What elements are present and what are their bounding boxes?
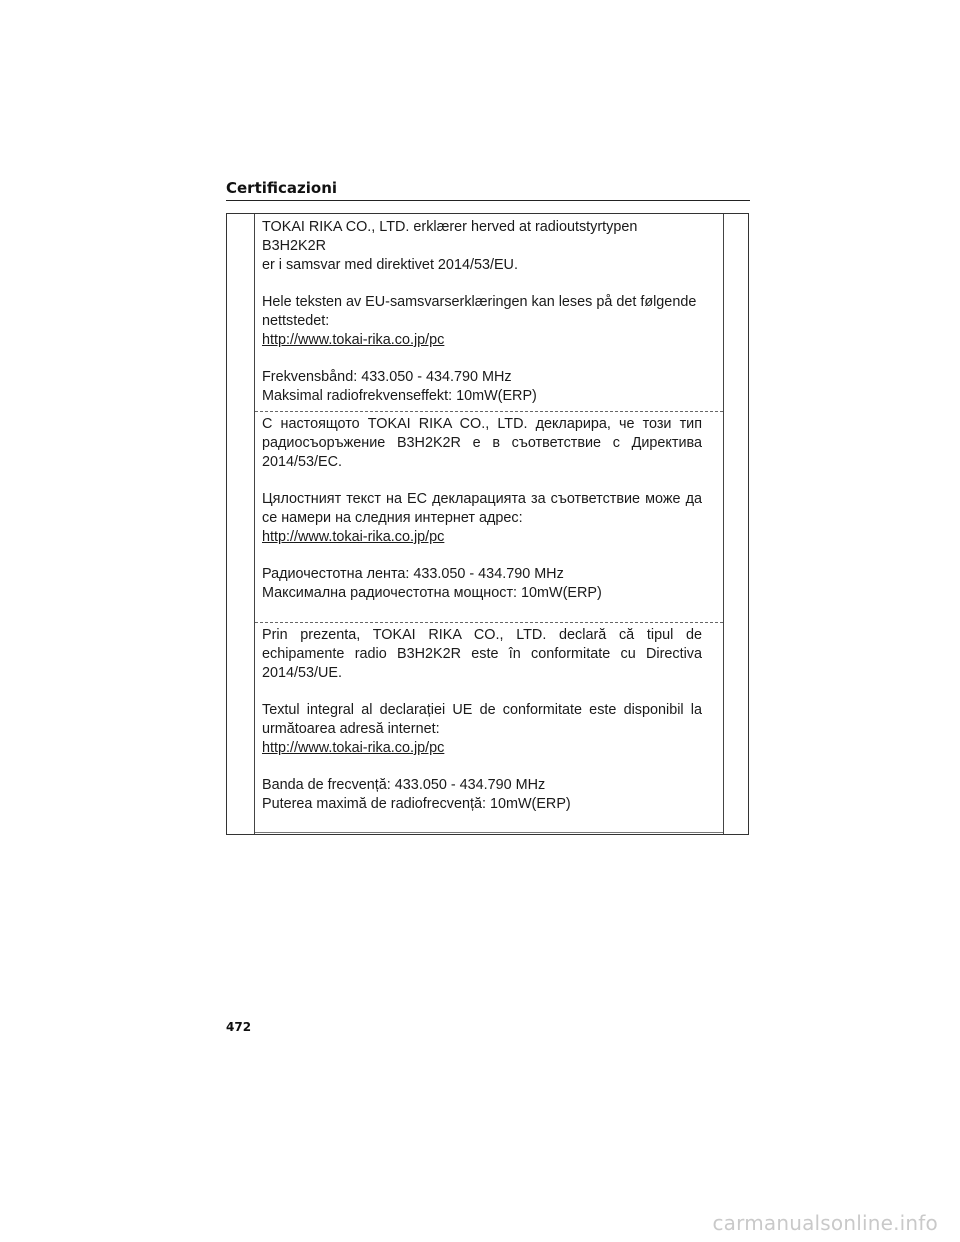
- declaration-line: TOKAI RIKA CO., LTD. erklærer herved at radioutstyrtypen B3H2K2R: [262, 219, 638, 254]
- notice-line: următoarea adresă internet:: [262, 721, 440, 737]
- full-text-notice: [262, 293, 702, 350]
- declaration-line: С настоящото TOKAI RIKA CO., LTD. декларира, че този тип: [262, 416, 702, 432]
- declaration-text: [262, 626, 702, 683]
- notice-line: Цялостният текст на ЕС декларацията за съответствие може да: [262, 491, 702, 507]
- notice-line: Hele teksten av EU-samsvarserklæringen kan leses på det følgende: [262, 294, 697, 310]
- title-divider: [226, 200, 750, 201]
- site-watermark: carmanualsonline.info: [712, 1211, 938, 1235]
- table-right-divider: [723, 214, 724, 834]
- declaration-url-link[interactable]: http://www.tokai-rika.co.jp/pc: [262, 740, 445, 756]
- radio-specs: [262, 368, 702, 406]
- notice-line: nettstedet:: [262, 313, 330, 329]
- declaration-url-link[interactable]: http://www.tokai-rika.co.jp/pc: [262, 332, 445, 348]
- norwegian-declaration-cell: [255, 218, 723, 412]
- section-title: Certificazioni: [226, 179, 338, 197]
- certification-table: [226, 213, 749, 835]
- bulgarian-declaration-cell: [255, 412, 723, 623]
- full-text-notice: [262, 490, 702, 547]
- frequency-band-text: Frekvensbånd: 433.050 - 434.790 MHz: [262, 369, 512, 385]
- frequency-band-text: Радиочестотна лента: 433.050 - 434.790 MHz: [262, 566, 564, 582]
- declaration-line: 2014/53/UE.: [262, 665, 343, 681]
- full-text-notice: [262, 701, 702, 758]
- declaration-url-link[interactable]: http://www.tokai-rika.co.jp/pc: [262, 529, 445, 545]
- notice-line: Textul integral al declarației UE de conformitate este disponibil la: [262, 702, 702, 718]
- declaration-line: радиосъоръжение B3H2K2R е в съответствие с Директива: [262, 435, 702, 451]
- romanian-declaration-cell: [255, 623, 723, 833]
- frequency-band-text: Banda de frecvență: 433.050 - 434.790 MHz: [262, 777, 546, 793]
- declaration-text: [262, 415, 702, 472]
- declaration-line: echipamente radio B3H2K2R este în conformitate cu Directiva: [262, 646, 702, 662]
- max-power-text: Puterea maximă de radiofrecvență: 10mW(ERP): [262, 796, 571, 812]
- declaration-line: 2014/53/ЕС.: [262, 454, 343, 470]
- radio-specs: [262, 565, 702, 603]
- max-power-text: Максимална радиочестотна мощност: 10mW(ERP): [262, 585, 602, 601]
- declaration-line: Prin prezenta, TOKAI RIKA CO., LTD. declară că tipul de: [262, 627, 702, 643]
- declaration-line: er i samsvar med direktivet 2014/53/EU.: [262, 257, 518, 273]
- radio-specs: [262, 776, 702, 814]
- page-number: 472: [226, 1020, 252, 1034]
- declaration-text: [262, 218, 702, 275]
- notice-line: се намери на следния интернет адрес:: [262, 510, 523, 526]
- max-power-text: Maksimal radiofrekvenseffekt: 10mW(ERP): [262, 388, 537, 404]
